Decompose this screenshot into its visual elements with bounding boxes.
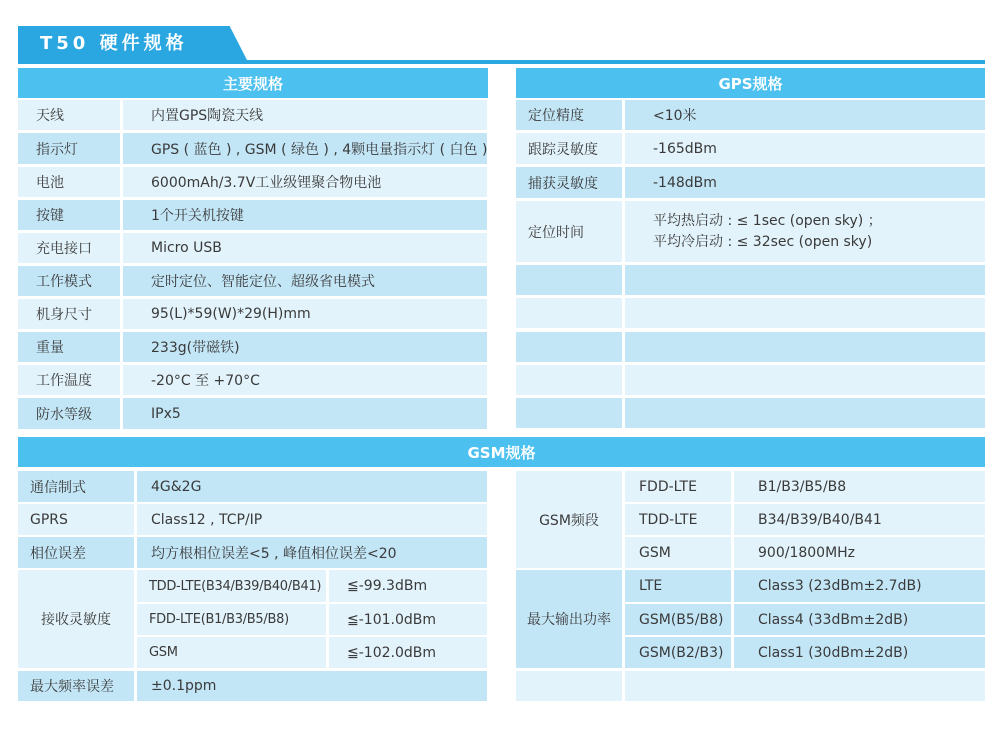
power-value-gsm-b2b3: Class1 (30dBm±2dB) [734,637,985,668]
rx-band-fdd: FDD-LTE(B1/B3/B5/B8) [137,604,326,635]
max-freq-error-label: 最大频率误差 [18,671,134,701]
rx-value-fdd: ≦-101.0dBm [329,604,487,635]
band-mode-gsm: GSM [625,537,731,568]
main-spec-value: 95(L)*59(W)*29(H)mm [123,299,487,329]
main-spec-label: 天线 [18,100,120,130]
gps-value-ttff [625,201,985,262]
main-spec-value: 定时定位、智能定位、超级省电模式 [123,266,487,296]
gps-label-tracking: 跟踪灵敏度 [516,133,622,164]
power-mode-gsm-b5b8: GSM(B5/B8) [625,604,731,635]
ttff-cold-start: 平均冷启动 : ≤ 32sec (open sky) [653,233,873,250]
gsm-label-gprs: GPRS [18,504,134,535]
power-value-lte: Class3 (23dBm±2.7dB) [734,570,985,602]
rx-band-tdd: TDD-LTE(B34/B39/B40/B41) [137,570,326,602]
gsm-value-gprs: Class12 , TCP/IP [137,504,487,535]
max-freq-error-value: ±0.1ppm [137,671,487,701]
main-spec-label: 防水等级 [18,398,120,429]
gps-empty-value [625,398,985,428]
main-spec-value: -20°C 至 +70°C [123,365,487,395]
gsm-value-standard: 4G&2G [137,471,487,502]
gps-empty-label [516,332,622,362]
rx-sensitivity-label: 接收灵敏度 [18,570,134,668]
gps-empty-label [516,298,622,328]
main-spec-label: 充电接口 [18,233,120,263]
main-spec-label: 按键 [18,200,120,230]
band-value-fdd: B1/B3/B5/B8 [734,471,985,502]
main-spec-value: 1个开关机按键 [123,200,487,230]
gsm-spec-header: GSM规格 [18,437,985,467]
gsm-value-phase-error: 均方根相位误差<5 , 峰值相位误差<20 [137,537,487,568]
band-mode-tdd: TDD-LTE [625,504,731,535]
title-underline [18,60,985,64]
gps-empty-label [516,365,622,395]
main-spec-label: 工作模式 [18,266,120,296]
gps-spec-header: GPS规格 [516,68,985,98]
gps-label-acquisition: 捕获灵敏度 [516,167,622,198]
main-spec-value: Micro USB [123,233,487,263]
main-spec-value: 内置GPS陶瓷天线 [123,100,487,130]
main-spec-label: 电池 [18,167,120,197]
power-value-gsm-b5b8: Class4 (33dBm±2dB) [734,604,985,635]
rx-band-gsm: GSM [137,637,326,668]
main-spec-label: 指示灯 [18,133,120,164]
ttff-hot-start: 平均热启动 : ≤ 1sec (open sky) ； [653,212,882,229]
main-spec-value: 6000mAh/3.7V工业级锂聚合物电池 [123,167,487,197]
gps-label-accuracy: 定位精度 [516,100,622,130]
page-title: T50 硬件规格 [40,33,188,54]
rx-value-gsm: ≦-102.0dBm [329,637,487,668]
main-spec-value: 233g(带磁铁) [123,332,487,362]
power-mode-lte: LTE [625,570,731,602]
main-spec-value: GPS ( 蓝色 ) , GSM ( 绿色 ) , 4颗电量指示灯 ( 白色 ) [123,133,487,164]
gsm-bands-label: GSM频段 [516,471,622,568]
gps-empty-label [516,265,622,295]
gsm-label-phase-error: 相位误差 [18,537,134,568]
main-spec-label: 工作温度 [18,365,120,395]
gps-value-accuracy: <10米 [625,100,985,130]
max-power-label: 最大输出功率 [516,570,622,668]
gps-empty-value [625,298,985,328]
gps-empty-label [516,398,622,428]
power-mode-gsm-b2b3: GSM(B2/B3) [625,637,731,668]
main-spec-header: 主要规格 [18,68,488,98]
main-spec-label: 重量 [18,332,120,362]
band-value-gsm: 900/1800MHz [734,537,985,568]
gps-label-ttff: 定位时间 [516,201,622,262]
band-value-tdd: B34/B39/B40/B41 [734,504,985,535]
main-spec-value: IPx5 [123,398,487,429]
band-mode-fdd: FDD-LTE [625,471,731,502]
rx-value-tdd: ≦-99.3dBm [329,570,487,602]
gsm-empty-label [516,671,622,701]
gps-empty-value [625,265,985,295]
gsm-label-standard: 通信制式 [18,471,134,502]
gsm-empty-value [625,671,985,701]
gps-value-acquisition: -148dBm [625,167,985,198]
gps-empty-value [625,332,985,362]
gps-empty-value [625,365,985,395]
gps-value-tracking: -165dBm [625,133,985,164]
main-spec-label: 机身尺寸 [18,299,120,329]
